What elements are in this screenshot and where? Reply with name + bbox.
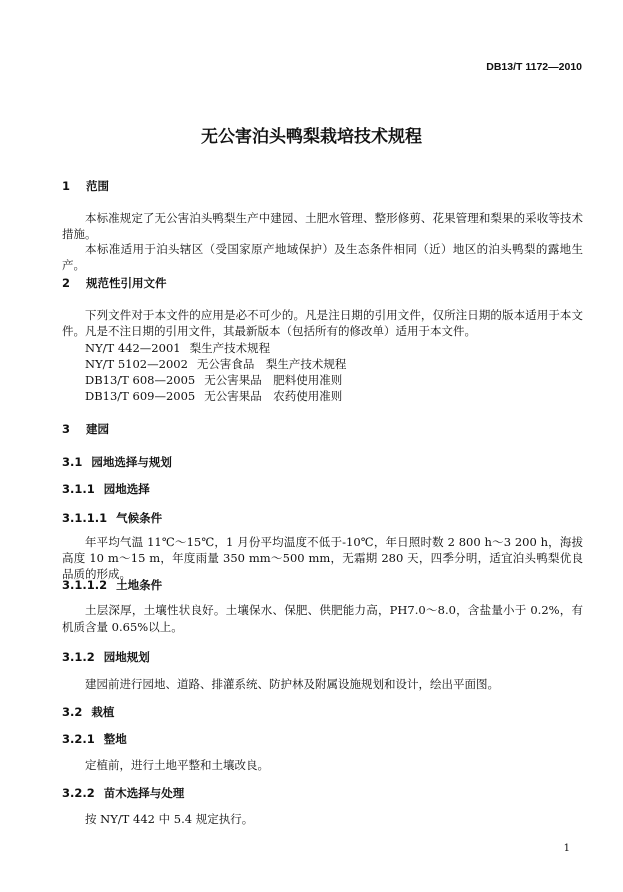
page-number: 1 (563, 843, 570, 854)
subsection-3-2-heading (62, 704, 583, 720)
scope-paragraph-1: 本标准规定了无公害泊头鸭梨生产中建园、土肥水管理、整形修剪、花果管理和梨果的采收等技术措施。 (62, 211, 583, 241)
section-number: 2 (62, 276, 71, 290)
reference-item (85, 388, 583, 404)
scope-paragraph-2: 本标准适用于泊头辖区（受国家原产地域保护）及生态条件相同（近）地区的泊头鸭梨的露地生产。 (62, 242, 583, 272)
reference-title: 梨生产技术规程 (189, 341, 271, 355)
subsection-number: 3.1.1.1 (62, 511, 108, 525)
subsection-number: 3.2.1 (62, 732, 95, 746)
subsection-3-1-heading (62, 454, 583, 470)
section-2-heading (62, 275, 583, 291)
section-number: 3 (62, 422, 71, 436)
subsection-title: 栽植 (91, 705, 115, 719)
section-3-heading (62, 421, 583, 437)
section-title: 范围 (86, 179, 110, 193)
reference-code: NY/T 442—2001 (85, 341, 181, 355)
references-intro-paragraph: 下列文件对于本文件的应用是必不可少的。凡是注日期的引用文件，仅所注日期的版本适用于本文件。凡是不注日期的引用文件，其最新版本（包括所有的修改单）适用于本文件。 (62, 308, 583, 338)
section-1-heading (62, 178, 583, 194)
subsection-3-2-1-heading (62, 731, 583, 747)
reference-title: 无公害果品 农药使用准则 (204, 389, 343, 403)
subsection-title: 园地规划 (103, 650, 150, 664)
subsection-title: 园地选择与规划 (91, 455, 172, 469)
subsection-title: 气候条件 (116, 511, 163, 525)
reference-code: DB13/T 609—2005 (85, 389, 196, 403)
subsection-title: 苗木选择与处理 (103, 786, 185, 800)
planning-paragraph: 建园前进行园地、道路、排灌系统、防护林及附属设施规划和设计，绘出平面图。 (85, 677, 499, 691)
section-number: 1 (62, 179, 71, 193)
section-title: 建园 (86, 422, 110, 436)
subsection-number: 3.1 (62, 455, 83, 469)
reference-title: 无公害果品 肥料使用准则 (204, 373, 343, 387)
subsection-number: 3.2.2 (62, 786, 95, 800)
subsection-3-1-1-2-heading (62, 577, 583, 593)
document-title: 无公害泊头鸭梨栽培技术规程 (201, 127, 422, 147)
subsection-3-1-1-heading (62, 481, 583, 497)
reference-title: 无公害食品 梨生产技术规程 (196, 357, 347, 371)
subsection-number: 3.1.1 (62, 482, 95, 496)
subsection-title: 整地 (103, 732, 127, 746)
reference-item (85, 356, 583, 372)
reference-code: DB13/T 608—2005 (85, 373, 196, 387)
subsection-title: 园地选择 (103, 482, 150, 496)
section-title: 规范性引用文件 (86, 276, 167, 290)
reference-item (85, 372, 583, 388)
seedling-paragraph: 按 NY/T 442 中 5.4 规定执行。 (85, 812, 254, 826)
climate-paragraph: 年平均气温 11℃～15℃，1 月份平均温度不低于-10℃，年日照时数 2 800 h～3 200 h，海拔高度 10 m～15 m，年度雨量 350 mm～500 mm，无霜期 280 天，四季分明，适宜泊头鸭梨优良品质的形成。 (62, 535, 583, 581)
reference-code: NY/T 5102—2002 (85, 357, 188, 371)
subsection-3-1-2-heading (62, 649, 583, 665)
subsection-number: 3.1.1.2 (62, 578, 108, 592)
land-preparation-paragraph: 定植前，进行土地平整和土壤改良。 (85, 758, 269, 772)
soil-paragraph: 土层深厚，土壤性状良好。土壤保水、保肥、供肥能力高，PH7.0～8.0，含盐量小于 0.2%，有机质含量 0.65%以上。 (62, 603, 583, 634)
reference-item (85, 340, 583, 356)
subsection-number: 3.1.2 (62, 650, 95, 664)
subsection-3-2-2-heading (62, 785, 583, 801)
standard-code: DB13/T 1172—2010 (486, 61, 582, 73)
subsection-number: 3.2 (62, 705, 83, 719)
subsection-title: 土地条件 (116, 578, 163, 592)
subsection-3-1-1-1-heading (62, 510, 583, 526)
